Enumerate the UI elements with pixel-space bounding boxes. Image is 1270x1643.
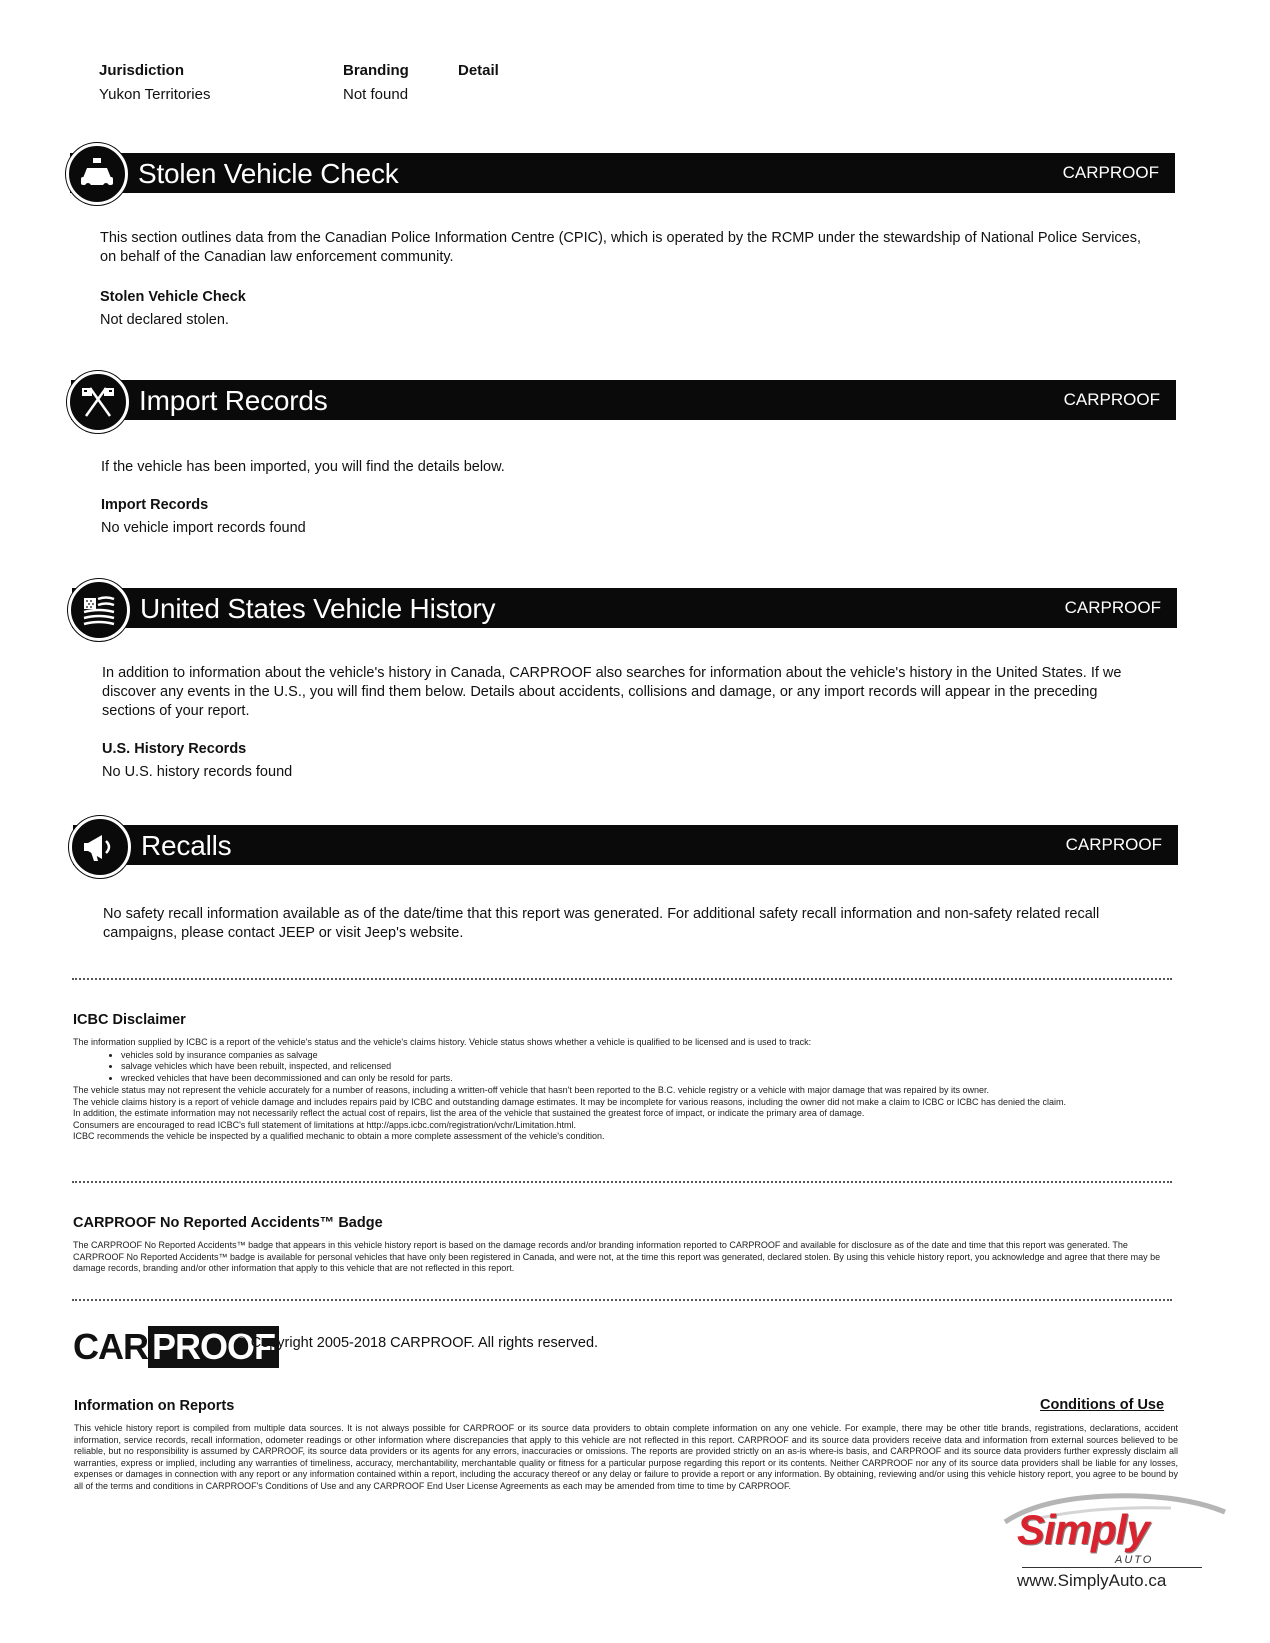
us-flag-icon <box>68 579 130 641</box>
section-subheading: Stolen Vehicle Check <box>100 289 246 305</box>
branding-header: Branding <box>343 62 409 79</box>
jurisdiction-header: Jurisdiction <box>99 62 185 79</box>
list-item: • wrecked vehicles that have been decommissioned and can only be resold for parts. <box>121 1073 1173 1085</box>
icbc-bullets <box>73 1050 1173 1085</box>
detail-header: Detail <box>458 62 499 79</box>
icbc-line: ICBC recommends the vehicle be inspected by a qualified mechanic to obtain a more complete assessment of the vehicle's condition. <box>73 1131 605 1141</box>
badge-text: The CARPROOF No Reported Accidents™ badge that appears in this vehicle history report is based on the damage records and/or branding information reported to CARPROOF and available for disclosure as of the date and time that this report was generated. The CARPROOF No Reported Accidents™ badge is available for personal vehicles that have only been registered in Canada, and were not, at the time this report was generated, declared stolen. By using this vehicle history report, you acknowledge and agree that there may be damage records, branding and/or other information that apply to this vehicle that are not reflected in this report. <box>73 1240 1161 1273</box>
website-url: www.SimplyAuto.ca <box>1017 1571 1167 1590</box>
section-title: Import Records <box>139 385 328 416</box>
info-text: This vehicle history report is compiled from multiple data sources. It is not always possible for CARPROOF or its source data providers to obtain complete information on any one vehicle. For example, there may be other title brands, registrations, declarations, accident information, service records, recall information, odometer readings or other information where discrepancies that apply to this vehicle are not reflected in this report. CARPROOF and its source data providers receive data and information from external sources believed to be reliable, but no responsibility is assumed by CARPROOF, its source data providers or its agents for any errors, inaccuracies or omissions. The reports are provided strictly on an as-is where-is basis, and CARPROOF and its source data providers further expressly disclaim all warranties, express or implied, including any warranties of timeliness, accuracy, merchantability, merchantable quality or fitness for a particular purpose regarding this report or its contents. Neither CARPROOF nor any of its source data providers shall be liable for any losses, expenses or damages in connection with any report or any information contained within a report, including the accuracy thereof or any delay or failure to provide a report or any information. By obtaining, reviewing and/or using this vehicle history report, you agree to be bound by all of the terms and conditions in CARPROOF's Conditions of Use and any CARPROOF End User License Agreements as each may be amended from time to time by CARPROOF. <box>74 1423 1178 1491</box>
auto-text: AUTO <box>1115 1554 1154 1566</box>
divider <box>72 978 1172 980</box>
section-banner-recalls <box>73 825 1178 865</box>
list-item: • vehicles sold by insurance companies as salvage <box>121 1050 1173 1062</box>
section-title: United States Vehicle History <box>140 593 496 624</box>
logo-proof-text: PROOF <box>148 1326 279 1368</box>
simply-auto-watermark <box>995 1488 1235 1598</box>
icbc-disclaimer <box>73 1037 1173 1143</box>
police-car-icon <box>66 143 128 205</box>
divider <box>72 1299 1172 1301</box>
section-banner-import <box>71 380 1176 420</box>
icbc-line: The vehicle claims history is a report of vehicle damage and includes repairs paid by ICBC and outstanding damage estimates. It may be incomplete for various reasons, including the owner did not make a claim to ICBC or ICBC has denied the claim. <box>73 1096 1066 1107</box>
icbc-line: The vehicle status may not represent the vehicle accurately for a number of reasons, including a written-off vehicle that hasn't been reported to the B.C. vehicle registry or a vehicle with major damage that was repaired by its owner. <box>73 1085 990 1095</box>
section-intro: If the vehicle has been imported, you will find the details below. <box>101 459 505 475</box>
watermark-rule <box>1022 1567 1202 1568</box>
crossed-flags-icon <box>67 371 129 433</box>
icbc-title: ICBC Disclaimer <box>73 1012 186 1028</box>
section-title: Recalls <box>141 830 232 861</box>
section-banner-us-history <box>72 588 1177 628</box>
section-value: No vehicle import records found <box>101 520 306 536</box>
section-brand: CARPROOF <box>1064 598 1161 617</box>
icbc-line: In addition, the estimate information may not necessarily reflect the actual cost of repairs, list the area of the vehicle that sustained the greatest force of impact, or indicate the primary area of damage. <box>73 1108 865 1118</box>
jurisdiction-value: Yukon Territories <box>99 86 211 103</box>
section-banner-stolen <box>70 153 1175 193</box>
section-subheading: U.S. History Records <box>102 741 247 757</box>
section-brand: CARPROOF <box>1065 835 1162 854</box>
info-title: Information on Reports <box>74 1398 235 1414</box>
copyright: © Copyright 2005-2018 CARPROOF. All rights reserved. <box>236 1335 599 1351</box>
megaphone-icon <box>69 816 131 878</box>
section-intro: In addition to information about the vehicle's history in Canada, CARPROOF also searches for information about the vehicle's history in the United States. If we discover any events in the U.S., you will find them below. Details about accidents, collisions and damage, or any import records will appear in the preceding sections of your report. <box>102 665 1122 719</box>
section-subheading: Import Records <box>101 497 209 513</box>
section-value: Not declared stolen. <box>100 312 229 328</box>
section-intro: This section outlines data from the Canadian Police Information Centre (CPIC), which is operated by the RCMP under the stewardship of National Police Services, on behalf of the Canadian law enforcement community. <box>100 230 1142 265</box>
section-brand: CARPROOF <box>1063 390 1160 409</box>
logo-car-text: CAR <box>73 1326 148 1367</box>
section-brand: CARPROOF <box>1062 163 1159 182</box>
branding-value: Not found <box>343 86 409 103</box>
divider <box>72 1181 1172 1183</box>
section-title: Stolen Vehicle Check <box>138 158 399 189</box>
icbc-line: Consumers are encouraged to read ICBC's full statement of limitations at http://apps.icbc.com/registration/vchr/Limitation.html. <box>73 1119 576 1130</box>
icbc-intro: The information supplied by ICBC is a report of the vehicle's status and the vehicle's claims history. Vehicle status shows whether a vehicle is qualified to be licensed and is used to track: <box>73 1037 812 1047</box>
conditions-of-use-link[interactable]: Conditions of Use <box>1040 1397 1165 1413</box>
badge-title: CARPROOF No Reported Accidents™ Badge <box>73 1215 383 1231</box>
list-item: • salvage vehicles which have been rebuilt, inspected, and relicensed <box>121 1061 1173 1073</box>
section-intro: No safety recall information available as of the date/time that this report was generated. For additional safety recall information and non-safety related recall campaigns, please contact JEEP or visit Jeep's website. <box>103 906 1100 941</box>
simply-logo-text: Simply <box>1017 1506 1149 1553</box>
section-value: No U.S. history records found <box>102 764 293 780</box>
